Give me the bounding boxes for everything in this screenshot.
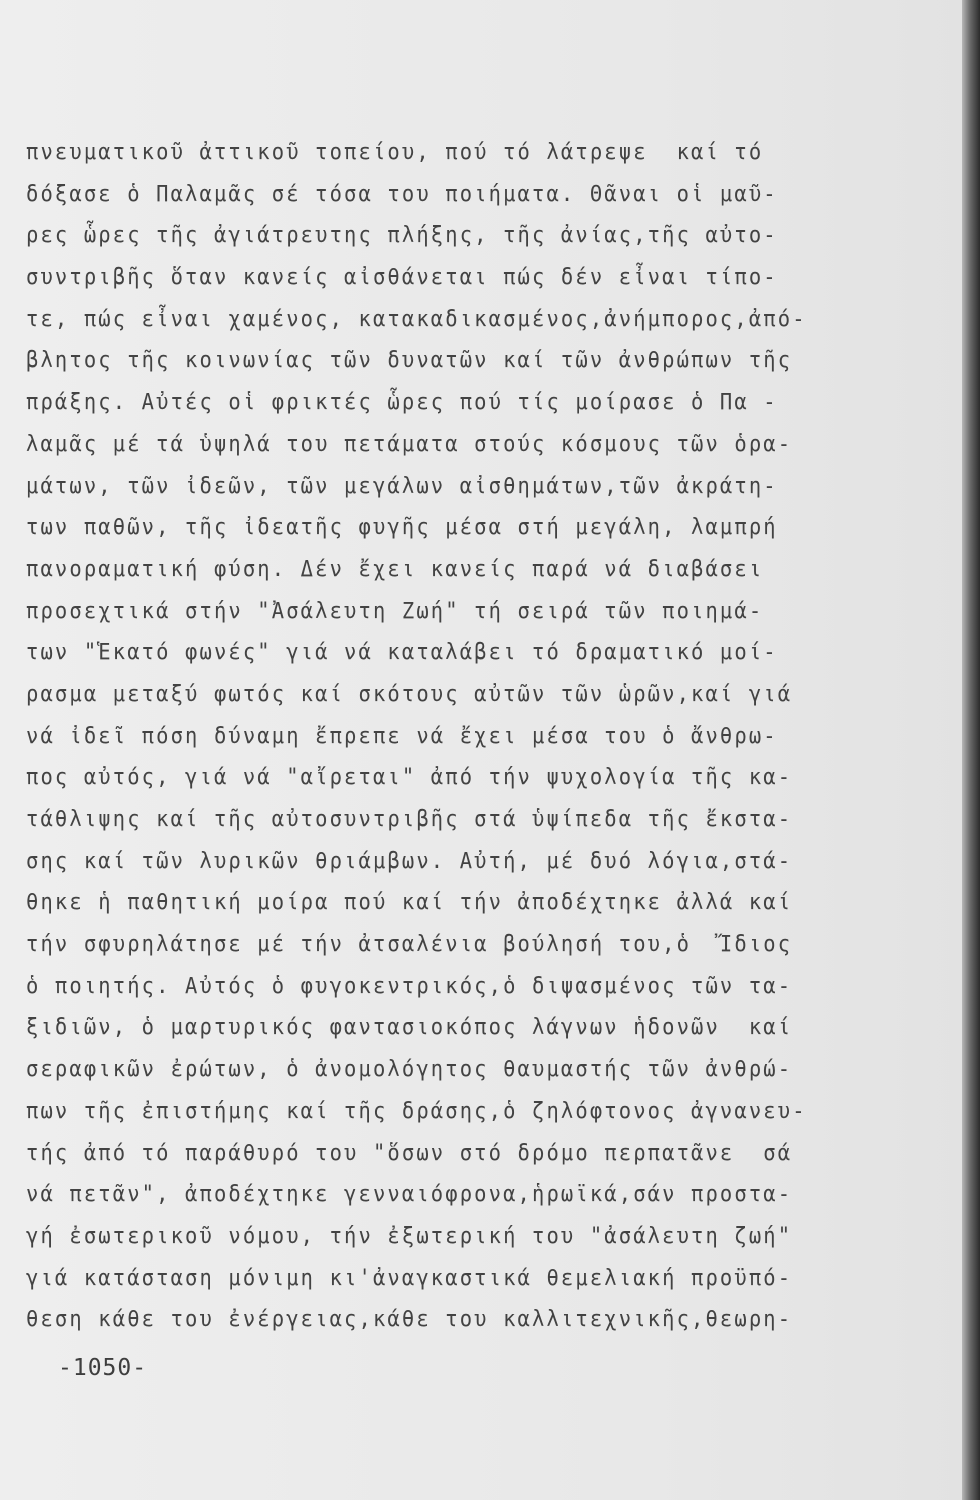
text-line-11: πανοραματική φύση. Δέν ἔχει κανείς παρά νά διαβάσει [26,556,764,582]
page-number: -1050- [58,1355,148,1381]
text-line-23: σεραφικῶν ἐρώτων, ὁ ἀνομολόγητος θαυμαστής τῶν ἀνθρώ- [26,1057,793,1083]
text-line-13: των "Ἑκατό φωνές" γιά νά καταλάβει τό δραματικό μοί- [26,640,778,666]
text-line-9: μάτων, τῶν ἰδεῶν, τῶν μεγάλων αἰσθημάτων,τῶν ἀκράτη- [26,473,778,499]
text-line-10: των παθῶν, τῆς ἰδεατῆς φυγῆς μέσα στή μεγάλη, λαμπρή [26,515,778,541]
text-line-6: βλητος τῆς κοινωνίας τῶν δυνατῶν καί τῶν ἀνθρώπων τῆς [26,348,793,374]
text-line-18: σης καί τῶν λυρικῶν θριάμβων. Αὐτή, μέ δυό λόγια,στά- [26,848,793,874]
binding-shadow [962,0,980,1500]
text-line-8: λαμᾶς μέ τά ὑψηλά του πετάματα στούς κόσμους τῶν ὁρα- [26,431,793,457]
text-line-15: νά ἰδεῖ πόση δύναμη ἔπρεπε νά ἔχει μέσα του ὁ ἄνθρω- [26,723,778,749]
typewritten-text-block [26,132,926,1341]
text-line-7: πράξης. Αὐτές οἱ φρικτές ὧρες πού τίς μοίρασε ὁ Πα - [26,390,778,416]
text-line-12: προσεχτικά στήν "Ἀσάλευτη Ζωή" τή σειρά τῶν ποιημά- [26,598,764,624]
text-line-24: πων τῆς ἐπιστήμης καί τῆς δράσης,ὁ ζηλόφτονος ἀγνανευ- [26,1098,807,1124]
text-line-1: πνευματικοῦ ἀττικοῦ τοπείου, πού τό λάτρεψε καί τό [26,140,764,165]
text-line-17: τάθλιψης καί τῆς αὐτοσυντριβῆς στά ὑψίπεδα τῆς ἔκστα- [26,807,793,832]
text-line-14: ρασμα μεταξύ φωτός καί σκότους αὐτῶν τῶν ὡρῶν,καί γιά [26,681,793,707]
text-line-20: τήν σφυρηλάτησε μέ τήν ἀτσαλένια βούλησή του,ὁ Ἴδιος [26,932,793,958]
text-line-29: θεση κάθε του ἐνέργειας,κάθε του καλλιτεχνικῆς,θεωρη- [26,1307,793,1333]
text-line-26: νά πετᾶν", ἀποδέχτηκε γενναιόφρονα,ἡρωϊκά,σάν προστα- [26,1182,793,1208]
text-line-2: δόξασε ὁ Παλαμᾶς σέ τόσα του ποιήματα. Θᾶναι οἱ μαῦ- [26,181,778,207]
text-line-3: ρες ὧρες τῆς ἀγιάτρευτης πλήξης, τῆς ἀνίας,τῆς αὐτο- [26,223,778,249]
text-line-5: τε, πώς εἶναι χαμένος, κατακαδικασμένος,ἀνήμπορος,ἀπό- [26,306,807,332]
text-line-25: τής ἀπό τό παράθυρό του "ὅσων στό δρόμο περπατᾶνε σά [26,1140,793,1166]
text-line-19: θηκε ἡ παθητική μοίρα πού καί τήν ἀποδέχτηκε ἀλλά καί [26,890,793,916]
text-line-16: πος αὐτός, γιά νά "αἴρεται" ἀπό τήν ψυχολογία τῆς κα- [26,765,793,791]
text-line-22: ξιδιῶν, ὁ μαρτυρικός φαντασιοκόπος λάγνων ἡδονῶν καί [26,1015,793,1041]
text-line-21: ὁ ποιητής. Αὐτός ὁ φυγοκεντρικός,ὁ διψασμένος τῶν τα- [26,973,793,999]
text-line-4: συντριβῆς ὅταν κανείς αἰσθάνεται πώς δέν εἶναι τίπο- [26,265,778,291]
text-line-28: γιά κατάσταση μόνιμη κι'ἀναγκαστικά θεμελιακή προϋπό- [26,1265,793,1291]
text-line-27: γή ἐσωτερικοῦ νόμου, τήν ἐξωτερική του "ἀσάλευτη ζωή" [26,1223,793,1249]
